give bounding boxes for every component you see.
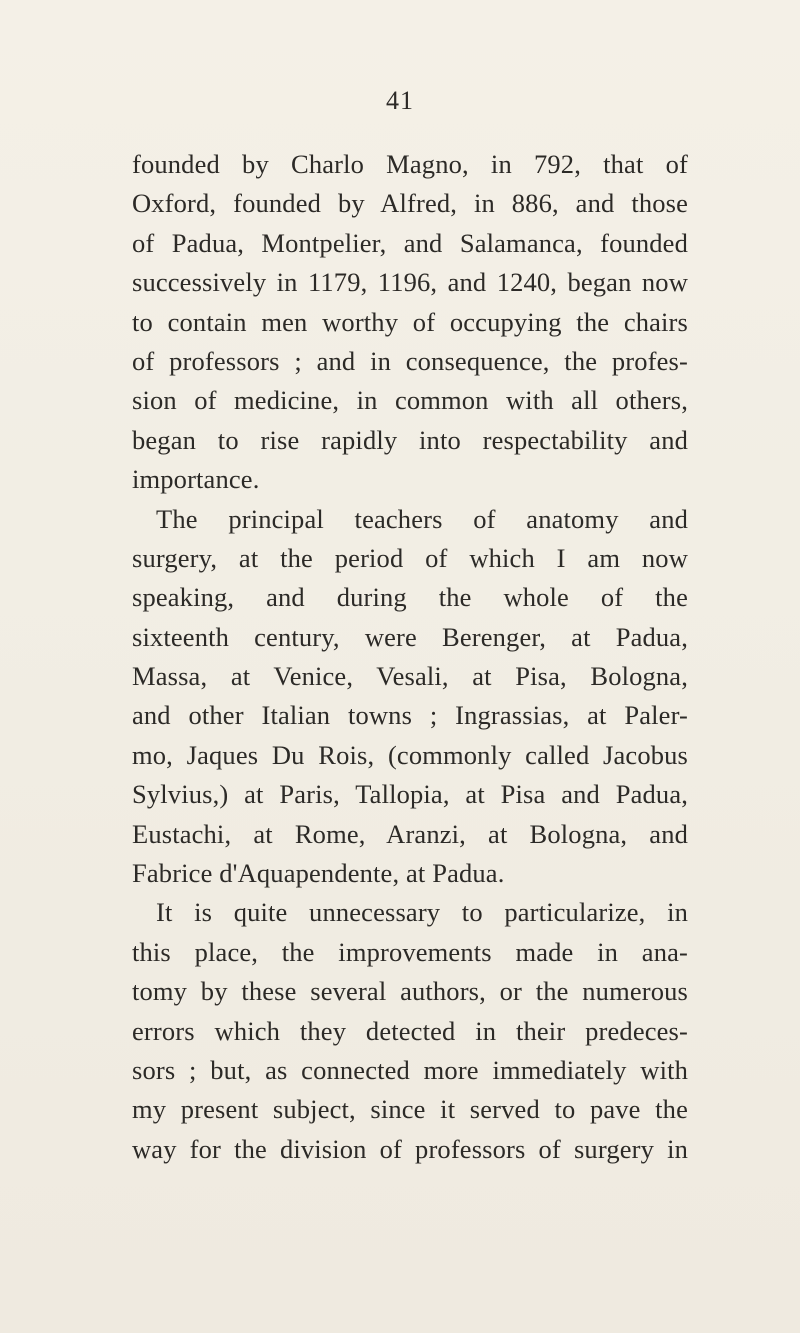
text-line: sion of medicine, in common with all others, bbox=[132, 385, 688, 416]
text-line: mo, Jaques Du Rois, (commonly called Jacobus bbox=[132, 739, 688, 770]
text-line: sors ; but, as connected more immediately with bbox=[132, 1054, 688, 1085]
paragraph-end-line: importance. bbox=[132, 464, 260, 495]
text-line: Massa, at Venice, Vesali, at Pisa, Bologna, bbox=[132, 661, 688, 692]
body-text bbox=[132, 145, 688, 1169]
page-number: 41 bbox=[386, 86, 414, 115]
text-line: Sylvius,) at Paris, Tallopia, at Pisa and Padua, bbox=[132, 779, 688, 810]
text-line: way for the division of professors of surgery in bbox=[132, 1133, 688, 1164]
text-line: speaking, and during the whole of the bbox=[132, 582, 688, 613]
text-line: of Padua, Montpelier, and Salamanca, founded bbox=[132, 227, 688, 258]
text-line: this place, the improvements made in ana- bbox=[132, 936, 688, 967]
paragraph-start-line: It is quite unnecessary to particularize, in bbox=[156, 897, 688, 928]
text-line: errors which they detected in their predeces- bbox=[132, 1015, 688, 1046]
text-line: of professors ; and in consequence, the profes- bbox=[132, 345, 688, 376]
text-line: founded by Charlo Magno, in 792, that of bbox=[132, 149, 688, 179]
text-line: to contain men worthy of occupying the chairs bbox=[132, 306, 688, 337]
text-line: tomy by these several authors, or the numerous bbox=[132, 976, 688, 1007]
text-line: my present subject, since it served to pave the bbox=[132, 1094, 688, 1125]
paragraph-end-line: Fabrice d'Aquapendente, at Padua. bbox=[132, 858, 505, 889]
paragraph-start-line: The principal teachers of anatomy and bbox=[156, 503, 688, 534]
text-line: sixteenth century, were Berenger, at Padua, bbox=[132, 621, 688, 652]
text-line: and other Italian towns ; Ingrassias, at Paler- bbox=[132, 700, 688, 731]
text-line: successively in 1179, 1196, and 1240, began now bbox=[132, 267, 688, 298]
text-line: surgery, at the period of which I am now bbox=[132, 542, 688, 573]
text-line: Oxford, founded by Alfred, in 886, and those bbox=[132, 188, 688, 219]
text-line: Eustachi, at Rome, Aranzi, at Bologna, and bbox=[132, 818, 688, 849]
text-line: began to rise rapidly into respectability and bbox=[132, 424, 688, 455]
